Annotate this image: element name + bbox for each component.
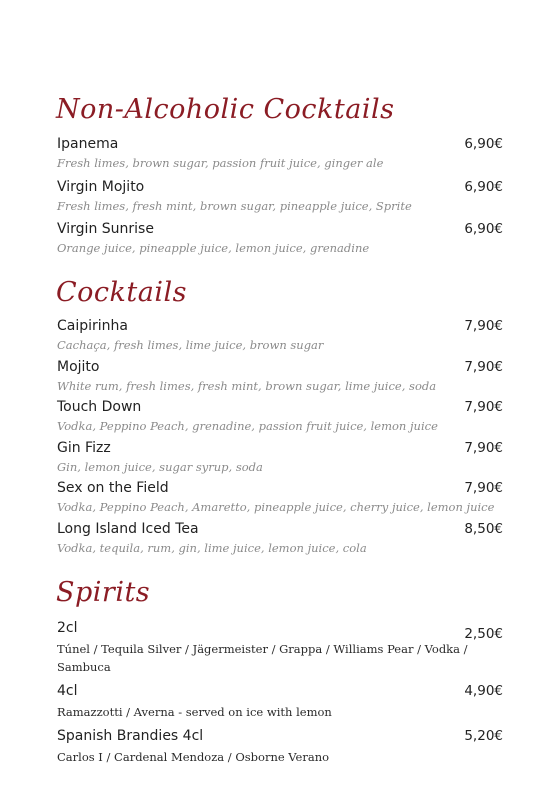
item-description: Vodka, Peppino Peach, grenadine, passion fruit juice, lemon juice bbox=[57, 419, 438, 433]
menu-item bbox=[57, 683, 503, 721]
item-price: 6,90€ bbox=[464, 179, 503, 195]
item-description: Gin, lemon juice, sugar syrup, soda bbox=[57, 460, 263, 474]
menu-item bbox=[57, 136, 503, 170]
item-price: 5,20€ bbox=[464, 728, 503, 744]
item-name: Touch Down bbox=[57, 399, 142, 415]
menu-item bbox=[57, 728, 503, 766]
item-name: Spanish Brandies 4cl bbox=[57, 728, 204, 744]
menu-item bbox=[57, 399, 503, 433]
menu-item bbox=[57, 318, 503, 352]
item-price: 8,50€ bbox=[464, 521, 503, 537]
item-price: 7,90€ bbox=[464, 440, 503, 456]
section-title-spirits: Spirits bbox=[56, 577, 151, 608]
item-description: Ramazzotti / Averna - served on ice with lemon bbox=[57, 705, 332, 719]
item-description: Fresh limes, fresh mint, brown sugar, pineapple juice, Sprite bbox=[57, 199, 412, 213]
menu-item bbox=[57, 359, 503, 393]
item-price: 6,90€ bbox=[464, 221, 503, 237]
item-description: White rum, fresh limes, fresh mint, brown sugar, lime juice, soda bbox=[57, 379, 437, 393]
item-name: Virgin Mojito bbox=[57, 179, 145, 195]
item-price: 7,90€ bbox=[464, 318, 503, 334]
item-name: Caipirinha bbox=[57, 318, 128, 334]
item-price: 2,50€ bbox=[464, 626, 503, 642]
item-name: Mojito bbox=[57, 359, 100, 375]
item-name: Sex on the Field bbox=[57, 480, 169, 496]
item-description: Orange juice, pineapple juice, lemon juice, grenadine bbox=[57, 241, 370, 255]
section-title-non-alcoholic: Non-Alcoholic Cocktails bbox=[56, 94, 395, 125]
menu-item bbox=[57, 521, 503, 555]
item-name: 2cl bbox=[57, 620, 78, 636]
item-description: Cachaça, fresh limes, lime juice, brown sugar bbox=[57, 338, 324, 352]
menu-item bbox=[57, 480, 503, 514]
item-description: Carlos I / Cardenal Mendoza / Osborne Verano bbox=[57, 750, 330, 764]
item-price: 7,90€ bbox=[464, 399, 503, 415]
item-name: Gin Fizz bbox=[57, 440, 111, 456]
item-name: Ipanema bbox=[57, 136, 119, 152]
menu-item bbox=[57, 221, 503, 255]
item-description: Vodka, tequila, rum, gin, lime juice, lemon juice, cola bbox=[57, 541, 367, 555]
item-description: Túnel / Tequila Silver / Jägermeister / Grappa / Williams Pear / Vodka / Sambuca bbox=[57, 642, 468, 674]
item-price: 7,90€ bbox=[464, 359, 503, 375]
section-title-cocktails: Cocktails bbox=[56, 277, 187, 308]
item-price: 7,90€ bbox=[464, 480, 503, 496]
menu-item bbox=[57, 179, 503, 213]
item-name: Long Island Iced Tea bbox=[57, 521, 199, 537]
item-description: Vodka, Peppino Peach, Amaretto, pineapple juice, cherry juice, lemon juice bbox=[57, 500, 495, 514]
item-price: 6,90€ bbox=[464, 136, 503, 152]
item-name: Virgin Sunrise bbox=[57, 221, 154, 237]
menu-item bbox=[57, 620, 503, 676]
item-name: 4cl bbox=[57, 683, 78, 699]
item-price: 4,90€ bbox=[464, 683, 503, 699]
menu-item bbox=[57, 440, 503, 474]
item-description: Fresh limes, brown sugar, passion fruit juice, ginger ale bbox=[57, 156, 384, 170]
